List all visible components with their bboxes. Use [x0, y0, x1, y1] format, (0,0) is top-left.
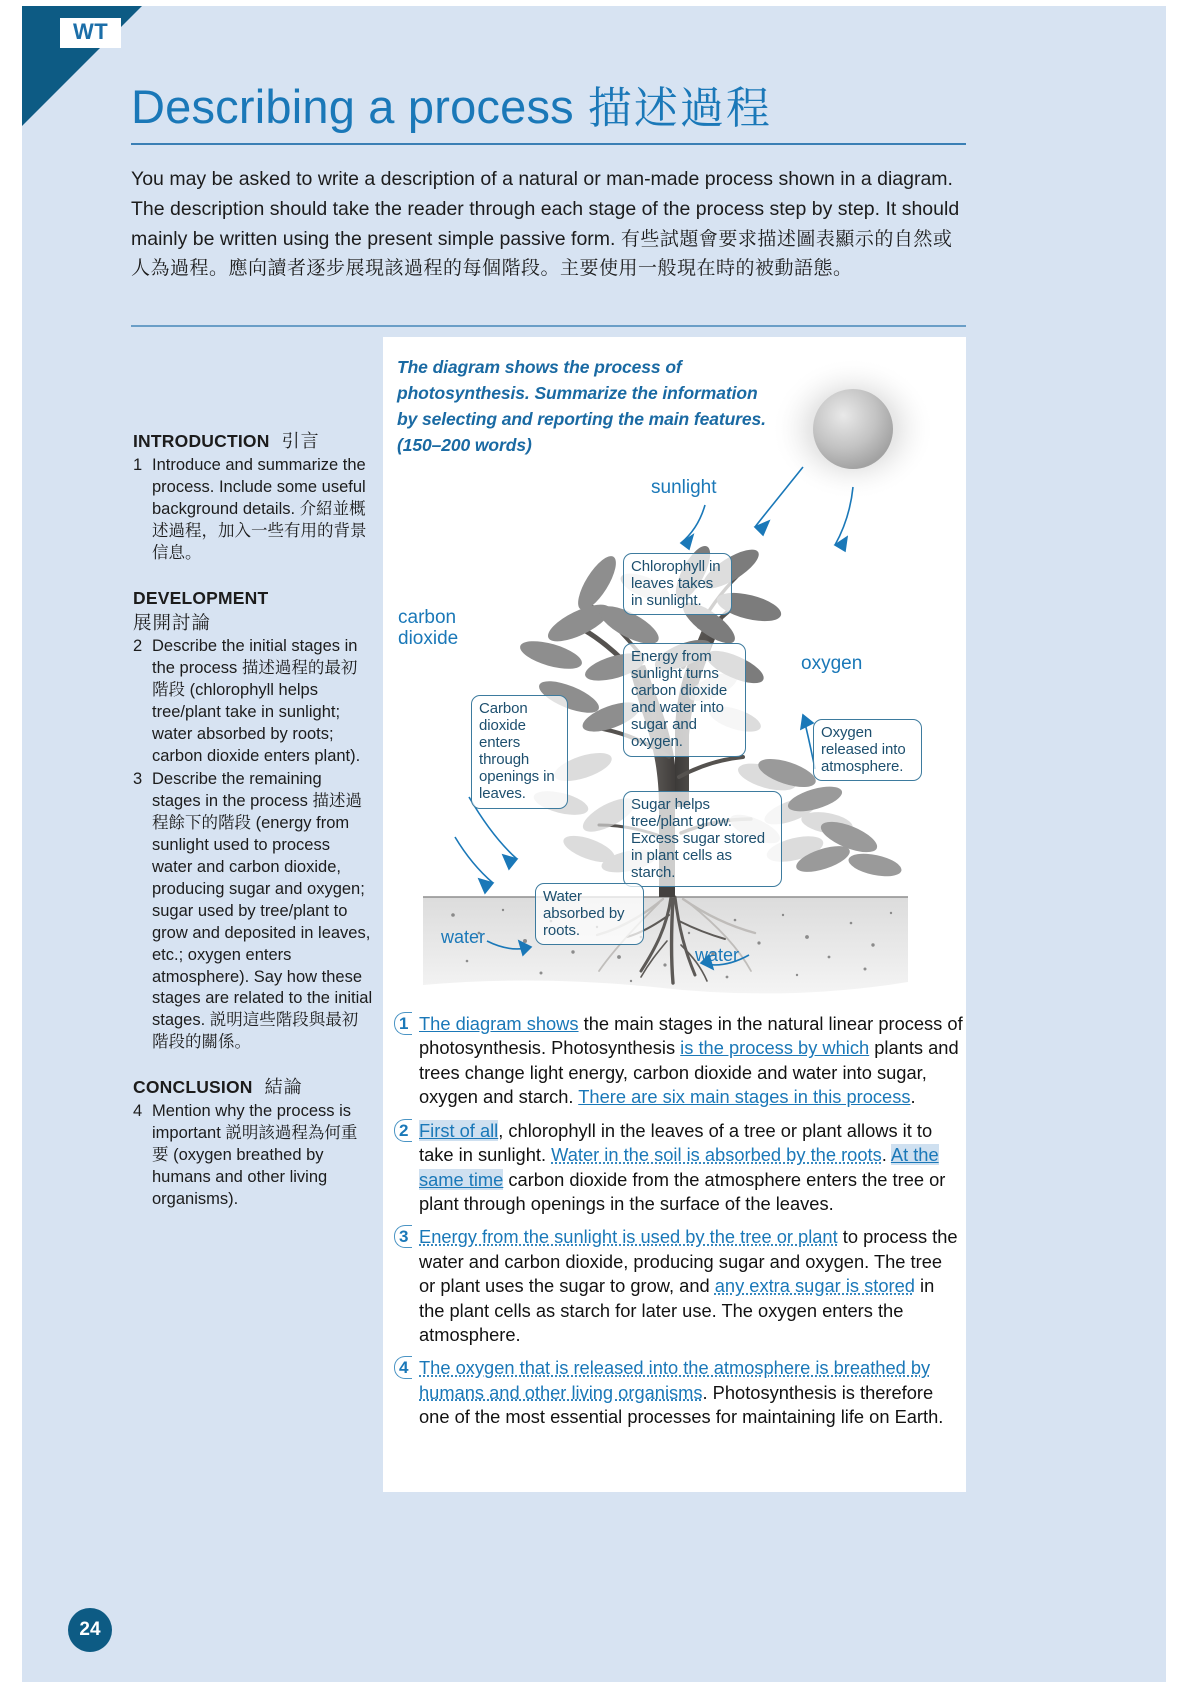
sidebar-list-item [133, 636, 373, 768]
sidebar-item-text: Introduce and summarize the process. Include some useful background details. 介紹並概述過程，加入一些有用的背景信息。 [152, 455, 367, 562]
callout-chlorophyll: Chlorophyll in leaves takes in sunlight. [623, 553, 732, 615]
highlighted-phrase: The diagram shows [419, 1013, 579, 1034]
paragraph-text [419, 1356, 963, 1429]
callout-water-absorbed: Water absorbed by roots. [535, 883, 644, 945]
callout-oxygen-released: Oxygen released into atmosphere. [813, 719, 922, 781]
intro-paragraph [131, 165, 971, 284]
page-title-en: Describing a process [131, 80, 574, 133]
sidebar-item-number: 3 [133, 770, 143, 789]
plain-text: . Photosynthesis is therefore one of the most essential processes for maintaining life on Earth. [419, 1381, 944, 1428]
sheet-margin-right [1166, 0, 1200, 1700]
intro-text-cjk: 有些試題會要求描述圖表顯示的自然或人為過程。應向讀者逐步展現該過程的每個階段。主要使用一般現在時的被動語態。 [131, 228, 953, 280]
callout-sugar: Sugar helps tree/plant grow. Excess sugar stored in plant cells as starch. [623, 791, 782, 887]
highlighted-phrase: any extra sugar is stored [714, 1275, 915, 1297]
highlighted-phrase: There are six main stages in this process [578, 1086, 911, 1108]
sidebar-list-item [133, 1101, 373, 1211]
plain-text: , chlorophyll in the leaves of a tree or plant allows it to take in sunlight. [419, 1119, 933, 1166]
title-divider [131, 143, 966, 145]
plain-text: . [881, 1144, 891, 1166]
highlighted-phrase: At the same time [419, 1144, 939, 1190]
sidebar-item-number: 2 [133, 637, 143, 656]
sidebar-item-number: 1 [133, 455, 143, 474]
plain-text: to process the water and carbon dioxide, producing sugar and oxygen. The tree or plant uses the sugar to grow, and [419, 1226, 958, 1297]
section-divider [131, 325, 966, 327]
paragraph-number: 4 [393, 1356, 419, 1429]
plain-text: . [910, 1086, 916, 1108]
sidebar-item-text: Describe the remaining stages in the process 描述過程餘下的階段 (energy from sunlight used to process water and carbon dioxide, producing sugar and oxygen; sugar used by tree/plant to grow and deposited in leaves, etc.; oxygen enters atmosphere). Say how these stages are related to the initial stages. 説明這些階段與最初階段的關係。 [152, 770, 373, 1052]
sidebar-item-text: Describe the initial stages in the process 描述過程的最初階段 (chlorophyll helps tree/plant take in sunlight; water absorbed by roots; carbon dioxide enters plant). [152, 637, 361, 766]
sidebar-section-heading-cjk: 展開討論 [133, 611, 212, 633]
callout-carbon-dioxide-enters: Carbon dioxide enters through openings in leaves. [471, 695, 568, 809]
highlighted-phrase: Water in the soil is absorbed by the roots [551, 1144, 882, 1166]
paragraph-number: 1 [393, 1012, 419, 1110]
diagram-label-oxygen: oxygen [801, 653, 863, 674]
page-title [131, 72, 772, 136]
heading-cjk: 結論 [258, 1077, 303, 1098]
highlighted-phrase: Energy from the sunlight is used by the tree or plant [419, 1226, 838, 1248]
sidebar-section-conclusion [133, 1076, 373, 1211]
sidebar-list-item [133, 769, 373, 1054]
highlighted-phrase: First of all [419, 1119, 499, 1141]
plain-text: in the plant cells as starch for later use. The oxygen enters the atmosphere. [419, 1275, 935, 1346]
sidebar-section-introduction [133, 430, 373, 565]
structure-outline-sidebar [133, 430, 373, 1233]
sheet-margin-top [0, 0, 1200, 6]
task-prompt: The diagram shows the process of photosynthesis. Summarize the information by selecting and reporting the main features. (150–200 words) [397, 357, 766, 455]
diagram-label-water-left: water [441, 927, 486, 947]
diagram-label-carbon-dioxide: carbon dioxide [398, 607, 459, 650]
highlighted-phrase: The oxygen that is released into the atmosphere is breathed by humans and other living organisms [419, 1357, 931, 1403]
sidebar-section-heading: DEVELOPMENT [133, 587, 269, 608]
paragraph-text [419, 1119, 963, 1217]
sidebar-section-heading [133, 1076, 373, 1100]
sidebar-section-development [133, 587, 373, 1055]
sidebar-item-text: Mention why the process is important 説明該過程為何重要 (oxygen breathed by humans and other living organisms). [152, 1102, 358, 1208]
sidebar-section-heading [133, 430, 373, 454]
task-panel [383, 337, 966, 1492]
heading-en: CONCLUSION [133, 1077, 253, 1098]
model-answer-paragraph [393, 1012, 963, 1110]
diagram-label-water-right: water [695, 945, 740, 965]
paragraph-text [419, 1012, 963, 1110]
paragraph-number: 2 [393, 1119, 419, 1217]
model-answer-paragraph [393, 1225, 963, 1347]
sheet-margin-left [0, 0, 22, 1700]
paragraph-number: 3 [393, 1225, 419, 1347]
paragraph-text [419, 1225, 963, 1347]
model-answer-paragraph [393, 1119, 963, 1217]
model-answer-paragraph [393, 1356, 963, 1429]
plain-text: plants and trees change light energy, carbon dioxide and water into sugar, oxygen and starch. [419, 1037, 959, 1108]
heading-en: INTRODUCTION [133, 431, 270, 451]
highlighted-phrase: is the process by which [680, 1037, 870, 1059]
plain-text: the main stages in the natural linear process of photosynthesis. Photosynthesis [419, 1013, 963, 1059]
callout-energy: Energy from sunlight turns carbon dioxide and water into sugar and oxygen. [623, 643, 746, 757]
page-number: 24 [68, 1608, 112, 1652]
sheet-margin-bottom [0, 1682, 1200, 1700]
sidebar-item-number: 4 [133, 1102, 143, 1121]
photosynthesis-diagram [383, 337, 966, 1027]
page-title-cjk: 描述過程 [587, 84, 772, 133]
section-badge-wt: WT [60, 18, 121, 48]
plain-text: carbon dioxide from the atmosphere enters the tree or plant through openings in the surface of the leaves. [419, 1168, 946, 1214]
heading-cjk: 引言 [275, 431, 320, 451]
model-answer [393, 1012, 963, 1439]
sidebar-list-item [133, 455, 373, 565]
intro-text-en: You may be asked to write a description of a natural or man-made process shown in a diagram. The description should take the reader through each stage of the process step by step. It should mainly be written using the present simple passive form. [131, 168, 960, 250]
diagram-label-sunlight: sunlight [651, 477, 717, 498]
